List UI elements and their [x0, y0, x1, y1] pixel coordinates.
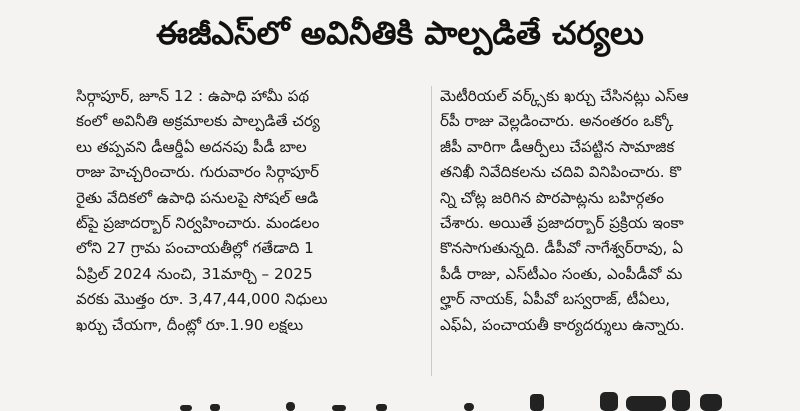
- body-line: ర్‌పీ రాజు వెల్లడించారు. అనంతరం ఒక్కో: [440, 112, 674, 131]
- body-line: ఎఫ్‌ఏ, పంచాయతీ కార్యదర్శులు ఉన్నారు.: [440, 315, 685, 334]
- body-line: రాజు హెచ్చరించారు. గురువారం సిర్గాపూర్: [76, 163, 319, 182]
- body-line: కొనసాగుతున్నది. డీపీవో నాగేశ్వర్‌రావు, ఏ: [440, 239, 683, 258]
- body-line: ఏప్రిల్ 2024 నుంచి, 31మార్చి – 2025: [76, 264, 313, 283]
- body-line: ల్హార్ నాయక్, ఏపీవో బస్వరాజ్, టీఏలు,: [440, 290, 671, 309]
- body-line: లు తప్పవని డీఆర్డీఏ అదనపు పీడీ బాల: [76, 137, 307, 156]
- body-line: వరకు మొత్తం రూ. 3,47,44,000 నిధులు: [76, 290, 328, 309]
- cropped-headline-glyphs: [60, 386, 800, 411]
- article-column-left: [76, 84, 424, 338]
- body-line: కంలో అవినీతి అక్రమాలకు పాల్పడితే చర్య: [76, 112, 320, 131]
- column-divider: [431, 86, 432, 376]
- body-line: సిర్గాపూర్, జూన్ 12 : ఉపాధి హామీ పథ: [76, 87, 310, 105]
- body-line: న్ని చోట్ల జరిగిన పొరపాట్లను బహిర్గతం: [440, 188, 664, 207]
- body-line: లోని 27 గ్రామ పంచాయతీల్లో గతేడాది 1: [76, 239, 314, 258]
- article-headline: ఈజీఎస్‌లో అవినీతికి పాల్పడితే చర్యలు: [156, 14, 644, 52]
- body-line: రైతు వేదికలో ఉపాధి పనులపై సోషల్ ఆడి: [76, 188, 319, 207]
- body-line: పీడీ రాజు, ఎస్‌టీఎం సంతు, ఎంపీడీవో మ: [440, 264, 683, 283]
- body-line: తనిఖీ నివేదికలను చదివి వినిపించారు. కొ: [440, 163, 682, 182]
- next-article-headline-cropped: [60, 386, 800, 411]
- body-line: చేశారు. అయితే ప్రజాదర్బార్ ప్రక్రియ ఇంకా: [440, 214, 684, 233]
- body-line: మెటీరియల్ వర్క్స్‌కు ఖర్చు చేసినట్లు ఎస్ఆ: [440, 87, 689, 105]
- body-line: జీపీ వారిగా డీఆర్పీలు చేపట్టిన సామాజిక: [440, 137, 675, 156]
- body-line: ట్‌పై ప్రజాదర్బార్ నిర్వహించారు. మండలం: [76, 214, 320, 233]
- body-line: ఖర్చు చేయగా, దీంట్లో రూ.1.90 లక్షలు: [76, 315, 304, 334]
- article-column-right: [440, 84, 772, 338]
